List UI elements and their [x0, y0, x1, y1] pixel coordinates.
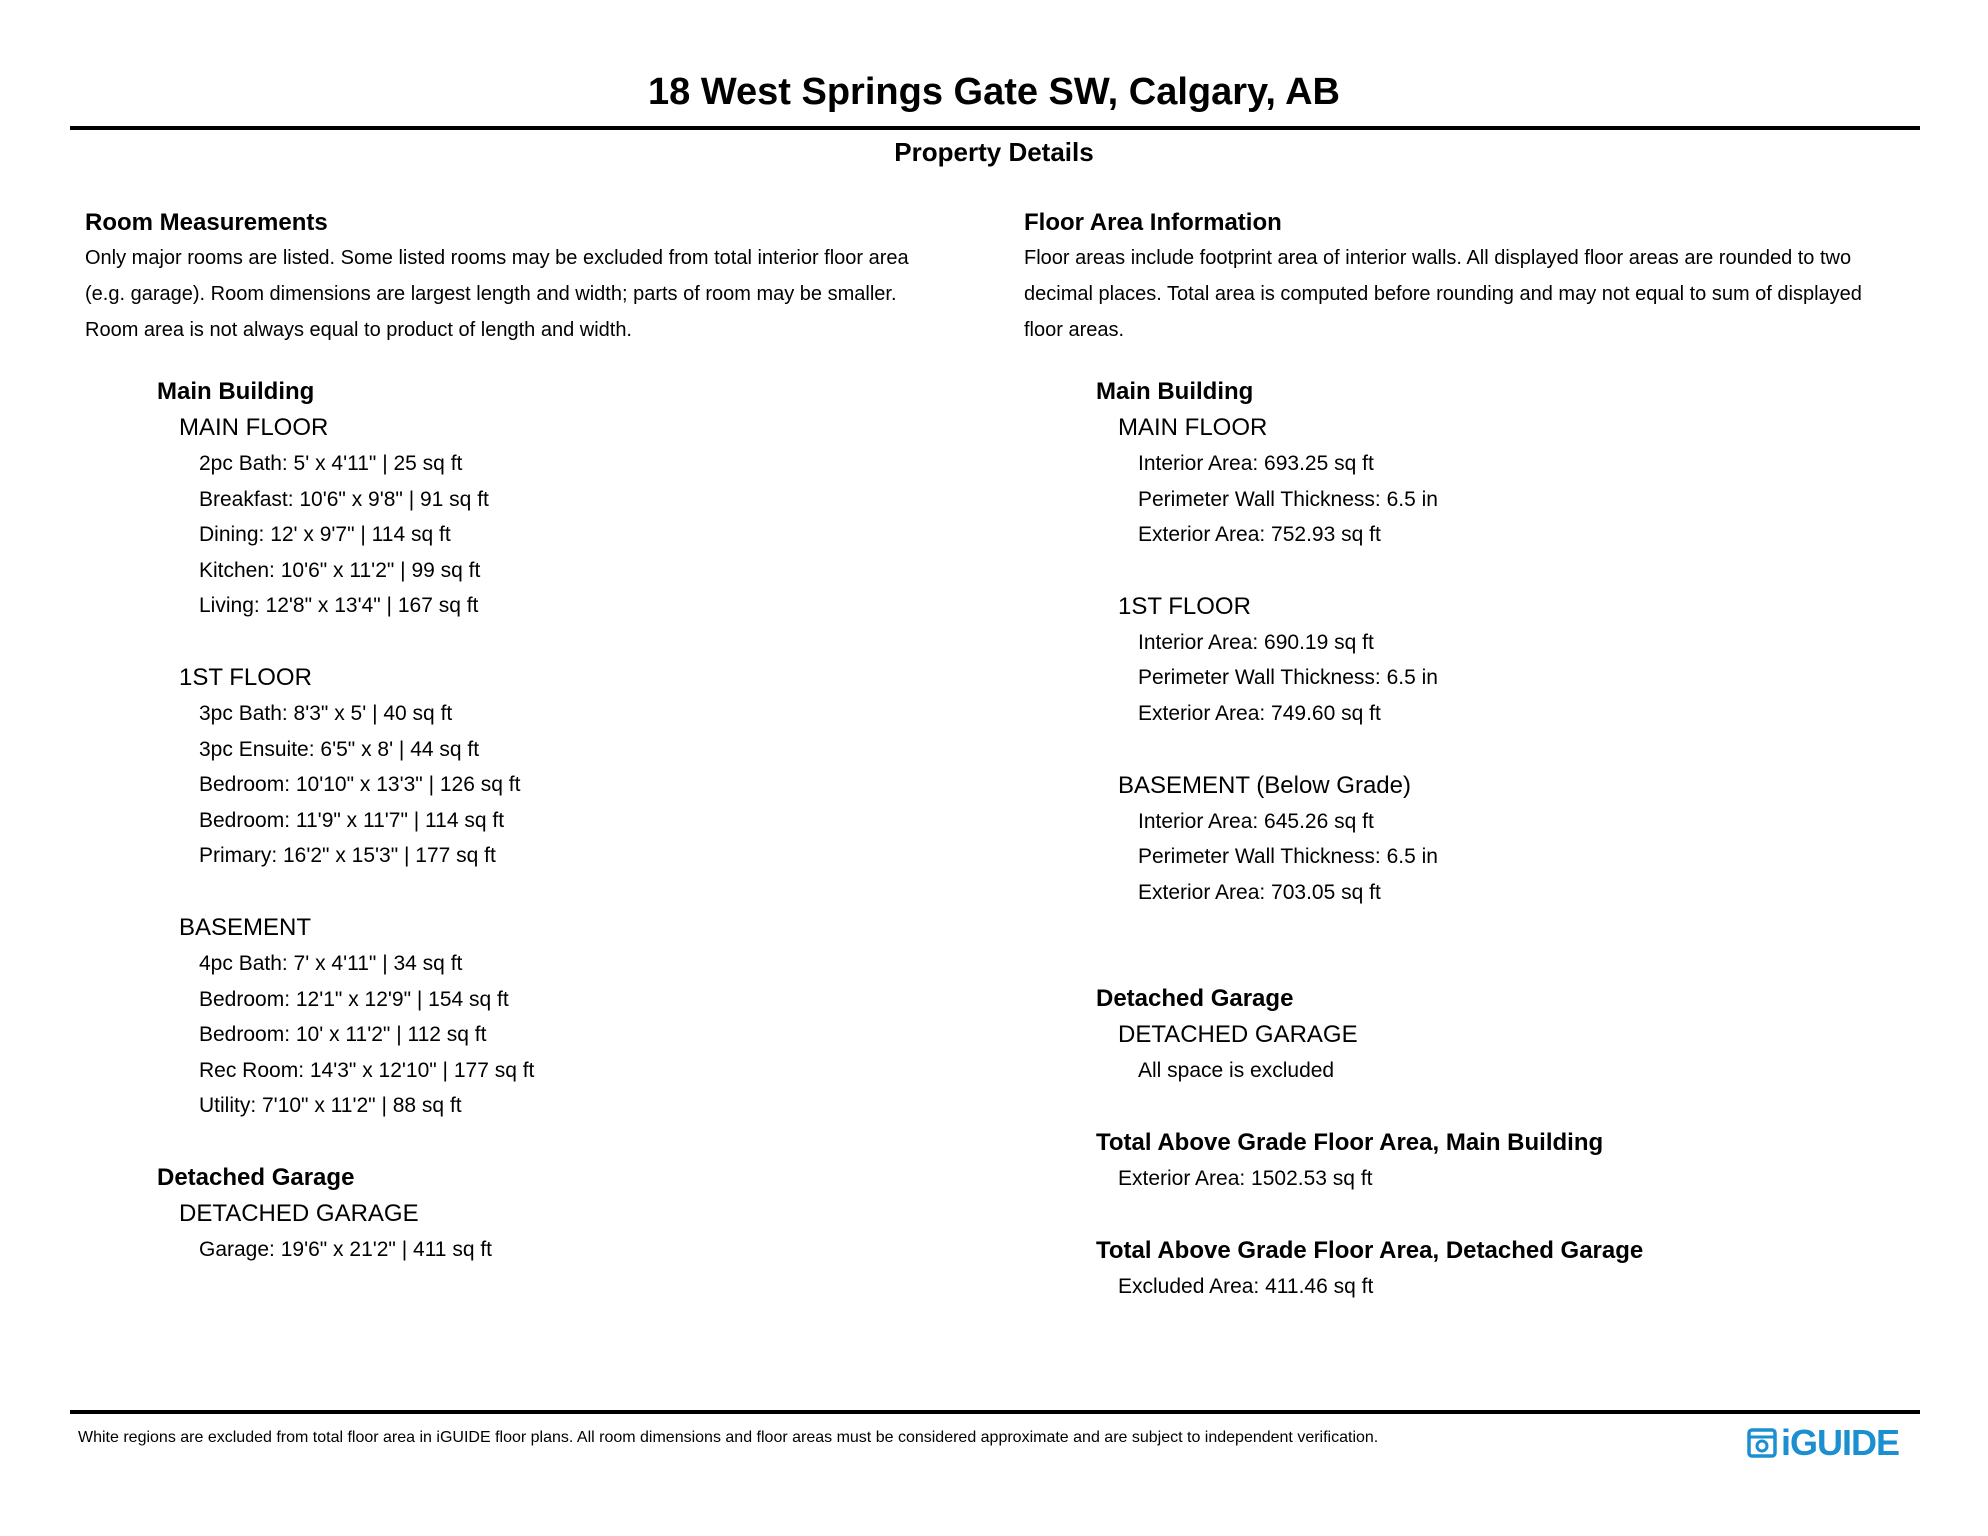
floor-area-list	[1024, 374, 1934, 1305]
area-item: Perimeter Wall Thickness: 6.5 in	[1138, 845, 1438, 869]
room-measurements-intro-line: (e.g. garage). Room dimensions are largest length and width; parts of room may be smaller.	[85, 283, 897, 305]
floor-heading-basement: BASEMENT	[179, 913, 312, 941]
floor-heading-detached-garage: DETACHED GARAGE	[179, 1199, 419, 1227]
room-item: Dining: 12' x 9'7" | 114 sq ft	[199, 523, 451, 547]
floor-area-intro-line: Floor areas include footprint area of interior walls. All displayed floor areas are rounded to two	[1024, 247, 1852, 269]
page-subtitle: Property Details	[894, 137, 1094, 167]
footer-divider	[70, 1410, 1920, 1414]
total-garage-value: Excluded Area: 411.46 sq ft	[1118, 1274, 1374, 1298]
floor-area-section	[1024, 206, 1934, 1305]
total-main-value: Exterior Area: 1502.53 sq ft	[1118, 1166, 1373, 1190]
room-measurements-section	[85, 206, 985, 1268]
room-item: Bedroom: 10'10" x 13'3" | 126 sq ft	[199, 773, 521, 797]
room-item: Utility: 7'10" x 11'2" | 88 sq ft	[199, 1094, 462, 1118]
floor-area-intro-line: floor areas.	[1024, 319, 1125, 341]
room-item: Primary: 16'2" x 15'3" | 177 sq ft	[199, 844, 496, 868]
floor-heading-basement: BASEMENT (Below Grade)	[1118, 771, 1411, 799]
room-item: 3pc Bath: 8'3" x 5' | 40 sq ft	[199, 701, 453, 725]
area-item: Exterior Area: 752.93 sq ft	[1138, 523, 1381, 547]
room-item: Bedroom: 12'1" x 12'9" | 154 sq ft	[199, 987, 509, 1011]
room-item: Bedroom: 11'9" x 11'7" | 114 sq ft	[199, 808, 505, 832]
area-item: Interior Area: 645.26 sq ft	[1138, 809, 1374, 833]
room-measurements-intro-line: Room area is not always equal to product of length and width.	[85, 319, 632, 341]
room-list	[85, 374, 985, 1268]
total-main-heading: Total Above Grade Floor Area, Main Building	[1096, 1128, 1604, 1156]
area-item: All space is excluded	[1138, 1059, 1335, 1083]
floor-heading-detached-garage: DETACHED GARAGE	[1118, 1021, 1358, 1049]
room-item: 4pc Bath: 7' x 4'11" | 34 sq ft	[199, 951, 463, 975]
room-item: 2pc Bath: 5' x 4'11" | 25 sq ft	[199, 452, 463, 475]
room-item: 3pc Ensuite: 6'5" x 8' | 44 sq ft	[199, 737, 480, 761]
building-heading-main: Main Building	[1096, 378, 1254, 405]
area-item: Perimeter Wall Thickness: 6.5 in	[1138, 487, 1438, 511]
area-item: Interior Area: 690.19 sq ft	[1138, 630, 1374, 654]
room-item: Breakfast: 10'6" x 9'8" | 91 sq ft	[199, 487, 489, 511]
floor-area-intro-line: decimal places. Total area is computed before rounding and may not equal to sum of displayed	[1024, 283, 1862, 305]
room-measurements-heading: Room Measurements	[85, 209, 328, 236]
footer-disclaimer: White regions are excluded from total floor area in iGUIDE floor plans. All room dimensions and floor areas must be considered approximate and are subject to independent verification.	[78, 1429, 1379, 1446]
floor-area-heading: Floor Area Information	[1024, 209, 1282, 236]
room-item: Living: 12'8" x 13'4" | 167 sq ft	[199, 594, 479, 618]
floor-heading-1st-floor: 1ST FLOOR	[1118, 592, 1251, 620]
area-item: Interior Area: 693.25 sq ft	[1138, 452, 1374, 475]
floor-heading-main-floor: MAIN FLOOR	[1118, 414, 1268, 441]
building-heading-garage: Detached Garage	[157, 1163, 355, 1191]
page-title: 18 West Springs Gate SW, Calgary, AB	[648, 71, 1340, 113]
building-heading-garage: Detached Garage	[1096, 985, 1294, 1013]
room-item: Garage: 19'6" x 21'2" | 411 sq ft	[199, 1237, 493, 1261]
iguide-logo	[1747, 1421, 1899, 1465]
building-heading-main: Main Building	[157, 378, 315, 405]
area-item: Exterior Area: 703.05 sq ft	[1138, 880, 1381, 904]
floor-heading-main-floor: MAIN FLOOR	[179, 414, 329, 441]
total-garage-heading: Total Above Grade Floor Area, Detached Garage	[1096, 1236, 1644, 1264]
room-item: Rec Room: 14'3" x 12'10" | 177 sq ft	[199, 1058, 535, 1082]
room-item: Bedroom: 10' x 11'2" | 112 sq ft	[199, 1023, 487, 1047]
header-divider	[70, 126, 1920, 130]
area-item: Exterior Area: 749.60 sq ft	[1138, 701, 1381, 725]
room-measurements-intro-line: Only major rooms are listed. Some listed rooms may be excluded from total interior floor area	[85, 247, 909, 269]
iguide-logo-text: iGUIDE	[1781, 1422, 1900, 1463]
floor-heading-1st-floor: 1ST FLOOR	[179, 663, 312, 691]
area-item: Perimeter Wall Thickness: 6.5 in	[1138, 666, 1438, 690]
iguide-logo-icon	[1747, 1427, 1777, 1459]
room-item: Kitchen: 10'6" x 11'2" | 99 sq ft	[199, 558, 481, 582]
